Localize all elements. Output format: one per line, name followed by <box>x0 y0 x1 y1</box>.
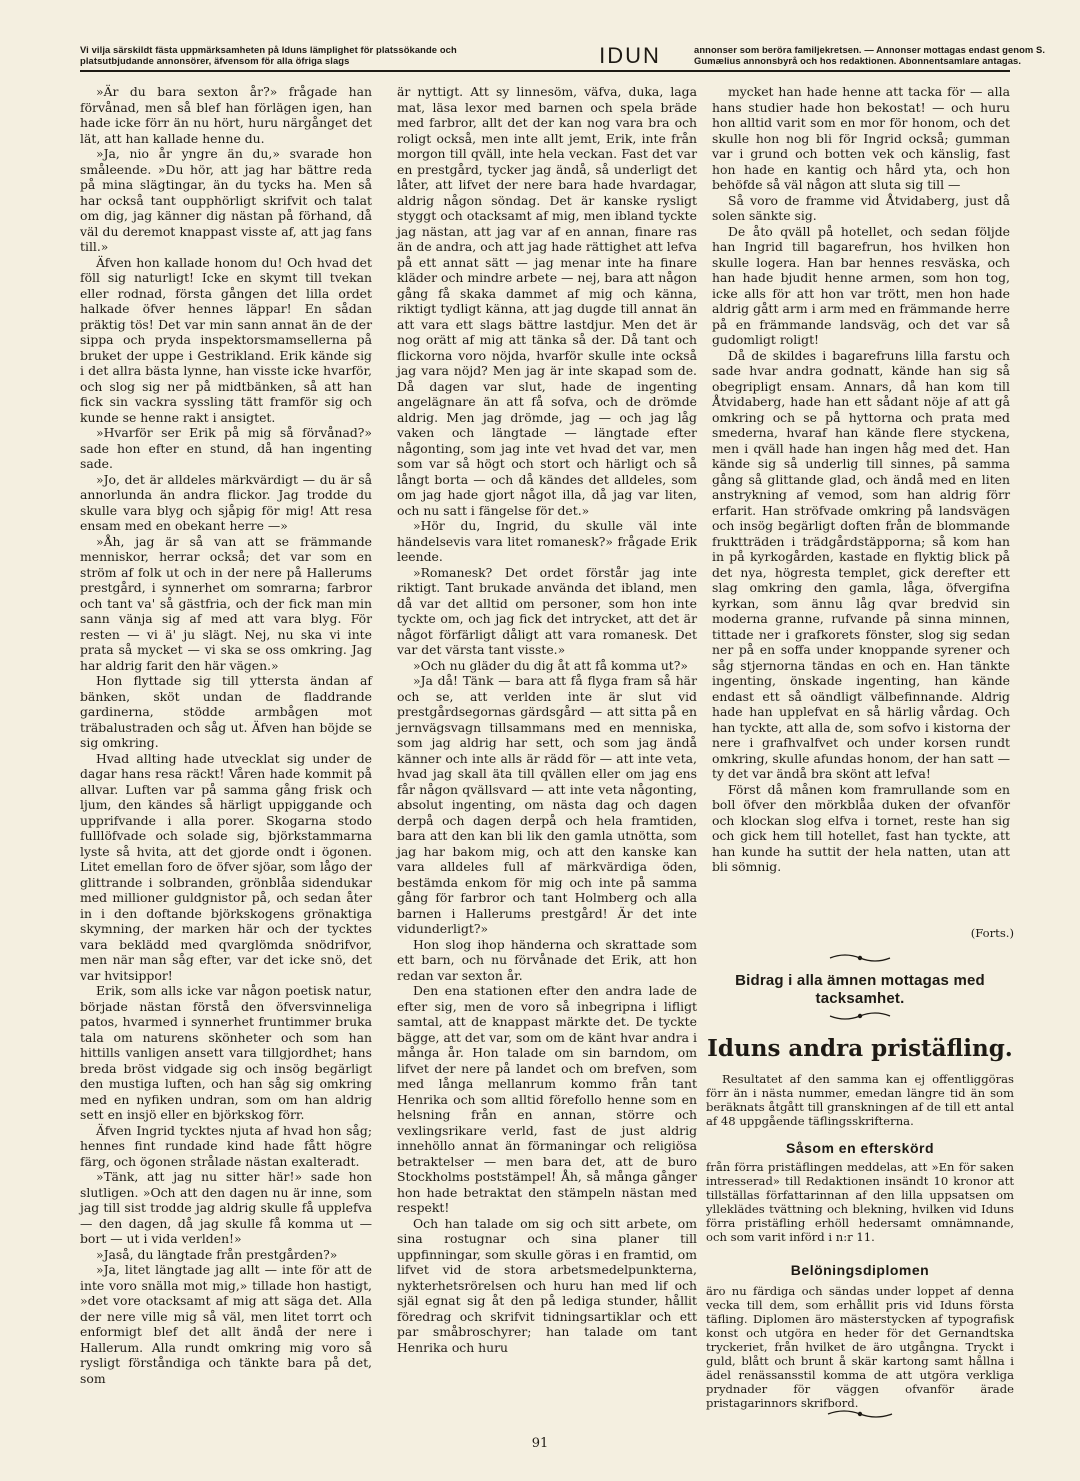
story-column-2 <box>397 84 697 1434</box>
paragraph: Hon slog ihop händerna och skrattade som ett barn, och nu förvånade det Erik, att hon redan var sexton år. <box>397 936 697 983</box>
masthead-title: IDUN <box>599 43 661 68</box>
story-column-1 <box>80 84 372 1434</box>
paragraph: Då de skildes i bagarefruns lilla farstu och sade hvar andra godnatt, kände han sig så obegripligt ensam. Annars, då han kom till Åtvidaberg, hade han ett sådant nöje af att gå omkring och se på hyttorna och prata med smederna, hvaraf han kände flere styckena, men i qväll hade han ingen håg med det. Han kände sig så underlig till sinnes, på samma gång så glittande glad, och ändå med en liten anstrykning af vemod, som han aldrig förr erfarit. Han ströfvade omkring på landsvägen och insög begärligt doften från de blommande fruktträden i trädgårdstäpporna; så kom han in på kyrkogården, kastade en flyktig blick på det nya, högresta templet, gick derefter ett slag omkring den gamla, låga, öfvergifna kyrkan, som ännu låg qvar bredvid sin moderna granne, rufvande på sinna minnen, tittade ner i grafkorets fönster, slog sig sedan ner på en soffa under knoppande syrener och såg stjernorna tändas en och en. Han tänkte ingenting, önskade ingenting, han kände endast ett så oändligt välbefinnande. Aldrig hade han upplefvat en så härlig vårdag. Och han tyckte, att alla de, som sofvo i kistorna der nere i grafhvalfvet och under korsen rundt omkring, skulle afundas honom, der han satt — ty det var ändå bra skönt att lefva! <box>712 347 1010 781</box>
paragraph: Så voro de framme vid Åtvidaberg, just då solen sänkte sig. <box>712 192 1010 223</box>
paragraph: är nyttigt. Att sy linnesöm, väfva, duka, laga mat, läsa lexor med barnen och spela bräde med farbror, allt det der kan nog vara bra och roligt också, men inte allt jemt, Erik, inte från morgon till qväll, inte hela veckan. Fast det var en prestgård, tycker jag ändå, så underligt det låter, att lifvet der nere bara hade hvardagar, aldrig någon söndag. Det är kanske rysligt styggt och otacksamt af mig, men ibland tyckte jag nästan, att jag var af en annan, finare ras än de andra, och att jag hade rättighet att lefva på ett annat sätt — jag menar inte ha finare kläder och mindre arbete — nej, bara att någon gång få skaka dammet af mig och känna, riktigt tydligt känna, att jag dugde till annat än att vara ett slags bättre lastdjur. Men det är nog orätt af mig att tänka så der. Då tant och flickorna voro nöjda, hvarför skulle inte också jag vara nöjd? Men jag är inte skapad som de. Då dagen var slut, hade de ingenting angelägnare än att få sofva, och de drömde aldrig. Men jag drömde, jag — och jag låg vaken och längtade — längtade efter någonting, som jag inte vet hvad det var, men som var så högt och stort och härligt och så långt borta — och då kändes det alldeles, som om jag hade gjort något illa, då jag var liten, och nu satt i fängelse för det.» <box>397 84 697 518</box>
page-number: 91 <box>531 1436 549 1451</box>
masthead-left-text: Vi vilja särskildt fästa uppmärksamheten på Iduns lämplighet för platssökande och platsutbjudande annonsörer, äfvensom för alla öfriga slags <box>80 44 457 66</box>
paragraph: Äfven hon kallade honom du! Och hvad det föll sig naturligt! Icke en skymt till tvekan eller rodnad, första gången det lilla ordet halkade öfver hennes läppar! En sådan präktig tös! Det var min sann annat än de der sippa och pryda inspektorsmamsellerna på bruket der uppe i Gestrikland. Erik kände sig i det allra bästa lynne, han visste icke hvarför, och slog sig ner på midtbänken, så att han fick sin vackra syssling tätt framför sig och kunde se henne rakt i ansigtet. <box>80 254 372 425</box>
ornament-divider-icon <box>820 1408 900 1420</box>
ornament-divider-icon <box>820 952 900 964</box>
paragraph: »Hvarför ser Erik på mig så förvånad?» sade hon efter en stund, då han ingenting sade. <box>80 425 372 471</box>
story-column-3 <box>712 84 1010 934</box>
contest-intro: Resultatet af den samma kan ej offentliggöras förr än i nästa nummer, emedan längre tid än som beräknats åtgått till granskningen af de till ett antal af 48 uppgående täflingsskrifterna. <box>706 1072 1014 1128</box>
paragraph: Den ena stationen efter den andra lade de efter sig, men de voro så inbegripna i lifligt samtal, att de knappast märkte det. De tyckte bägge, att det var, som om de känt hvar andra i många år. Hon talade om sin barndom, om lifvet der nere på landet och om brefven, som med långa mellanrum kommo från tant Henrika och som alltid förefollo henne som en helsning från en annan, större och vexlingsrikare verld, fast de just aldrig innehöllo annat än förmaningar och religiösa betraktelser — men bara det, att de buro Stockholms poststämpel! Åh, så många gånger hon hade betraktat den stämpeln nästan med respekt! <box>397 983 697 1215</box>
contest-title: Iduns andra pristäfling. <box>707 1035 1013 1062</box>
paragraph: »Är du bara sexton år?» frågade han förvånad, men så blef han förlägen igen, han hade icke förr än nu hört, huru närgånget det lät, att han kallade henne du. <box>80 84 372 146</box>
paragraph: »Åh, jag är så van att se främmande menniskor, herrar också; det var som en ström af folk ut och in der nere på Hallerums prestgård, i synnerhet om somrarna; farbror och tant va' så gästfria, och der fick man min sann vänja sig af med att vara blyg. För resten — vi ä' ju slägt. Nej, nu ska vi inte prata så mycket — vi ska se oss omkring. Jag har aldrig farit den här vägen.» <box>80 533 372 673</box>
paragraph: mycket han hade henne att tacka för — alla hans studier hade hon bekostat! — och huru hon alltid varit som en mor för honom, och det skulle hon nog bli för Ingrid också; gumman var i grund och botten vek och känslig, fast hon hade en kantig och hård yta, och hon behöfde så väl någon att sluta sig till — <box>712 84 1010 192</box>
paragraph: Först då månen kom framrullande som en boll öfver den mörkblåa duken der ofvanför och klockan slog elfva i tornet, reste han sig och gick hem till hotellet, fast han tyckte, att han kunde ha suttit der hela natten, utan att bli sömnig. <box>712 781 1010 874</box>
paragraph: De åto qväll på hotellet, och sedan följde han Ingrid till bagarefrun, hos hvilken hon skulle logera. Han bar hennes resväska, och han hade bjudit henne armen, som hon tog, icke alls för att hon var trött, men hon hade aldrig gått arm i arm med en främmande herre på en främmande landsväg, och det var så gudomligt roligt! <box>712 223 1010 347</box>
paragraph: »Romanesk? Det ordet förstår jag inte riktigt. Tant brukade använda det ibland, men då var det alltid om personer, som hon inte tyckte om, och jag fick det intrycket, att det är något förfärligt dåligt att vara romanesk. Det var det värsta tant visste.» <box>397 564 697 657</box>
paragraph: Och han talade om sig och sitt arbete, om sina rostugnar och sina planer till uppfinningar, som skulle göras i en framtid, om lifvet vid de stora arbetsmedelpunkterna, nykterhetsrörelsen och huru han med lif och själ egnat sig åt den på lediga stunder, hållit föredrag och skrifvit tidningsartiklar och ett par småbroschyrer; han talade om tant Henrika och huru <box>397 1215 697 1355</box>
section-diplomen-body: äro nu färdiga och sändas under loppet af denna vecka till dem, som erhållit pris vid Iduns första täfling. Diplomen äro mästerstycken af typografisk konst och utgöra en heder för det Gernandtska tryckeriet, från hvilket de äro utgångna. Tryckt i guld, blått och brunt å skär kartong samt hållna i ädel renässansstil komma de att utgöra verkliga prydnader för väggen ofvanför ärade pristagarinnors skrifbord. <box>706 1284 1014 1410</box>
paragraph: Äfven Ingrid tycktes njuta af hvad hon såg; hennes fint rundade kind hade fått högre färg, och ögonen strålade nästan exalteradt. <box>80 1122 372 1169</box>
section-heading-efterskord: Såsom en efterskörd <box>786 1140 934 1156</box>
paragraph: »Jaså, du längtade från prestgården?» <box>96 1246 338 1262</box>
masthead-rule <box>80 70 1010 72</box>
paragraph: »Hör du, Ingrid, du skulle väl inte händelsevis vara litet romanesk?» frågade Erik leende. <box>397 518 697 564</box>
paragraph: Erik, som alls icke var någon poetisk natur, började nästan förstå den öfversvinneliga patos, hvarmed i synnerhet fruntimmer bruka tala om naturens skönheter och som han hittills vanligen ansett vara tillgjordhet; hans breda bröst vidgade sig och insög begärligt den mustiga luften, och han såg sig omkring med en nyfiken undran, som om han aldrig sett en insjö eller en björkskog förr. <box>80 983 372 1122</box>
paragraph: »Ja då! Tänk — bara att få flyga fram så här och se, att verlden inte är slut vid prestgårdsegornas gärdsgård — att sitta på en jernvägsvagn tillsammans med en menniska, som jag aldrig har sett, och som jag ändå känner och inte alls är rädd för — att inte veta, hvad jag skall äta till qvällen eller om jag ens får någon qvällsvard — att inte veta någonting, absolut ingenting, om nästa dag och dagen derpå och dagen derpå och hela framtiden, bara att den kan bli lik den gamla utnötta, som jag har bakom mig, och att den kanske kan vara alldeles full af märkvärdiga öden, bestämda enkom för mig och inte på samma gång för farbror och tant Holmberg och alla barnen i Hallerums prestgård! Är det inte vidunderligt?» <box>397 673 697 936</box>
continued-note: (Forts.) <box>970 926 1014 940</box>
paragraph: »Ja, litet längtade jag allt — inte för att de inte voro snälla mot mig,» tillade hon hastigt, »det vore otacksamt af mig att säga det. Alla der nere ville mig så väl, men litet torrt och enformigt blef det allt ändå der nere i Hallerum. Alla rundt omkring mig voro så rysligt förståndiga och tänkte bara på det, som <box>80 1262 372 1386</box>
ornament-divider-icon <box>820 1010 900 1022</box>
masthead-right-text: annonser som beröra familjekretsen. — Annonser mottagas endast genom S. Gumælius annonsbyrå och hos redaktionen. Abonnentsamlare antagas. <box>694 44 1046 66</box>
call-for-contributions: Bidrag i alla ämnen mottagas med tacksamhet. <box>735 972 985 1007</box>
masthead <box>80 43 1046 68</box>
section-heading-diplomen: Belöningsdiplomen <box>790 1262 930 1278</box>
paragraph: »Och nu gläder du dig åt att få komma ut?» <box>413 657 688 673</box>
paragraph: »Tänk, att jag nu sitter här!» sade hon slutligen. »Och att den dagen nu är inne, som jag till sist trodde jag aldrig skulle få upplefva — den dagen, då jag skulle få komma ut — bort — ut i vida verlden!» <box>80 1169 372 1246</box>
section-efterskord-body: från förra pristäflingen meddelas, att »En för saken intresserad» till Redaktionen insändt 10 kronor att tillställas författarinnan af den lilla uppsatsen om ylleklädes tvättning och blekning, hvilken vid Iduns förra pristäfling erhöll hedersamt omnämnande, och som varit införd i n:r 11. <box>706 1160 1014 1244</box>
paragraph: »Jo, det är alldeles märkvärdigt — du är så annorlunda än andra flickor. Jag trodde du skulle vara blyg och sjåpig för mig! Att resa ensam med en obekant herre —» <box>80 471 372 533</box>
paragraph: Hon flyttade sig till yttersta ändan af bänken, sköt undan de fladdrande gardinerna, stödde armbågen mot träbalustraden och såg ut. Äfven han böjde se sig omkring. <box>80 673 372 750</box>
paragraph: Hvad allting hade utvecklat sig under de dagar hans resa räckt! Våren hade kommit på allvar. Luften var på samma gång frisk och ljum, den kändes så härligt uppiggande och upprifvande i alla porer. Skogarna stodo fulllöfvade och solade sig, björkstammarna lyste så hvita, att det gjorde ondt i ögonen. Litet emellan foro de öfver sjöar, som lågo der glittrande i solbranden, grönblåa sidendukar med millioner guldgnistor på, och sedan åter in i den doftande björkskogens grönaktiga skymning, der marken här och der tycktes vara beklädd med qvarglömda snödrifvor, men när man såg efter, var det icke snö, det var hvitsippor! <box>80 750 372 983</box>
paragraph: »Ja, nio år yngre än du,» svarade hon småleende. »Du hör, att jag har bättre reda på mina slägtingar, än du tycks ha. Men så har också tant oupphörligt skrifvit och talat om dig, jag känner dig nästan på förhand, då väl du deremot knappast visste af, att jag fans till.» <box>80 146 372 254</box>
